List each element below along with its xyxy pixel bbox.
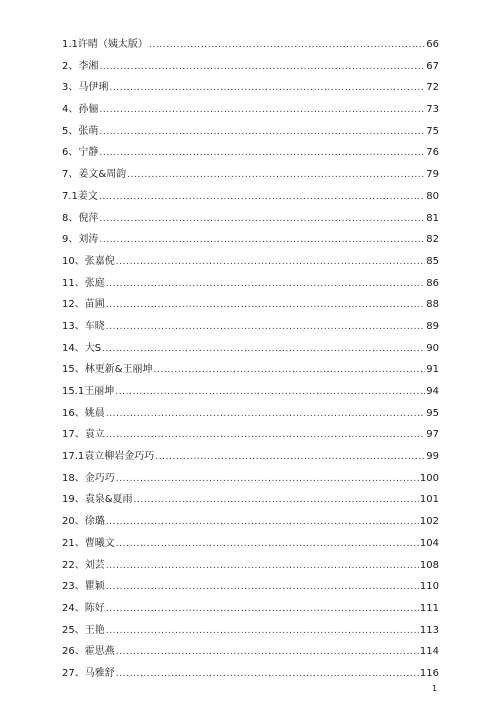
dot-leader [106,274,426,296]
toc-entry-title: 2、李湘 [62,60,99,72]
toc-entry[interactable] [62,598,439,620]
dot-leader [106,577,419,599]
toc-entry-title: 7.1姜文 [62,190,98,202]
toc-entry[interactable] [62,489,439,511]
toc-entry[interactable] [62,229,439,251]
toc-entry-title: 17.1袁立柳岩金巧巧 [62,451,155,463]
toc-entry-page: 110 [419,581,439,593]
toc-entry-title: 25、王艳 [62,624,105,636]
page-number: 1 [432,684,438,693]
toc-entry-page: 72 [426,82,439,94]
toc-entry[interactable] [62,56,439,78]
toc-entry-page: 114 [419,646,439,658]
toc-entry[interactable] [62,359,439,381]
toc-entry-title: 7、姜文&周韵 [62,169,127,181]
toc-entry-title: 18、金巧巧 [62,472,115,484]
dot-leader [155,447,425,469]
toc-entry-page: 73 [426,104,439,116]
toc-entry[interactable] [62,99,439,121]
dot-leader [106,425,426,447]
dot-leader [99,57,425,79]
toc-entry-title: 24、陈好 [62,602,105,614]
toc-entry[interactable] [62,555,439,577]
toc-entry[interactable] [62,641,439,663]
dot-leader [99,143,425,165]
toc-entry-page: 82 [426,234,439,246]
toc-entry-title: 27、马雅舒 [62,667,115,679]
toc-entry-title: 10、张嘉倪 [62,255,115,267]
dot-leader [106,621,419,643]
toc-entry-title: 23、瞿颖 [62,581,105,593]
toc-entry[interactable] [62,663,439,685]
toc-entry[interactable] [62,381,439,403]
dot-leader [109,78,425,100]
dot-leader [106,404,426,426]
dot-leader [116,534,419,556]
toc-entry-title: 4、孙俪 [62,104,99,116]
toc-entry[interactable] [62,620,439,642]
toc-entry-page: 85 [426,255,439,267]
dot-leader [99,230,425,252]
dot-leader [106,599,419,621]
toc-entry-page: 100 [419,472,439,484]
toc-entry-page: 91 [426,364,439,376]
toc-entry[interactable] [62,533,439,555]
toc-entry-page: 79 [426,169,439,181]
toc-entry-title: 16、姚晨 [62,407,105,419]
toc-entry-title: 17、袁立 [62,429,105,441]
toc-entry-title: 6、宁静 [62,147,99,159]
toc-entry[interactable] [62,424,439,446]
toc-entry-page: 66 [426,39,439,50]
toc-entry[interactable] [62,338,439,360]
toc-entry[interactable] [62,446,439,468]
dot-leader [99,209,425,231]
toc-entry-page: 104 [419,537,439,549]
toc-entry-title: 1.1许晴（姨太版） [62,39,148,50]
toc-entry-title: 8、倪萍 [62,212,99,224]
toc-entry-title: 5、张萌 [62,125,99,137]
toc-entry[interactable] [62,121,439,143]
dot-leader [106,317,426,339]
toc-entry-title: 11、张庭 [62,277,105,289]
toc-entry-page: 111 [419,602,439,614]
toc-entry-title: 21、曹曦文 [62,537,115,549]
toc-entry-page: 75 [426,125,439,137]
toc-entry[interactable] [62,576,439,598]
toc-entry-title: 15、林更新&王丽坤 [62,364,153,376]
toc-entry-page: 89 [426,320,439,332]
toc-entry[interactable] [62,273,439,295]
toc-entry[interactable] [62,403,439,425]
dot-leader [116,252,426,274]
toc-entry[interactable] [62,468,439,490]
dot-leader [99,100,425,122]
toc-entry-page: 80 [426,190,439,202]
toc-entry[interactable] [62,142,439,164]
dot-leader [99,122,425,144]
toc-entry-title: 20、徐璐 [62,516,105,528]
toc-entry-title: 14、大S [62,342,102,354]
toc-entry-title: 13、车晓 [62,320,105,332]
toc-entry-page: 116 [419,667,439,679]
toc-entry-page: 67 [426,60,439,72]
table-of-contents [62,34,439,685]
dot-leader [116,664,419,686]
toc-entry-title: 15.1王丽坤 [62,386,115,397]
dot-leader [134,490,419,512]
toc-entry-page: 90 [426,342,439,354]
dot-leader [99,187,425,209]
toc-entry[interactable] [62,316,439,338]
toc-entry-title: 9、刘涛 [62,234,99,246]
toc-entry-page: 101 [419,494,439,506]
toc-entry-page: 97 [426,429,439,441]
toc-entry-page: 113 [419,624,439,636]
toc-entry-title: 22、刘芸 [62,559,105,571]
toc-entry-page: 108 [419,559,439,571]
toc-entry-page: 88 [426,299,439,311]
dot-leader [116,469,419,491]
toc-entry-title: 19、袁泉&夏雨 [62,494,133,506]
toc-entry[interactable] [62,164,439,186]
toc-entry-page: 81 [426,212,439,224]
dot-leader [115,382,425,404]
toc-entry-title: 3、马伊琍 [62,82,109,94]
toc-entry-page: 95 [426,407,439,419]
toc-entry-title: 26、霍思燕 [62,646,115,658]
dot-leader [154,360,426,382]
dot-leader [106,556,419,578]
toc-entry-page: 99 [426,451,439,463]
toc-entry[interactable] [62,251,439,273]
dot-leader [149,35,425,57]
toc-entry-page: 94 [426,386,439,397]
dot-leader [102,339,425,361]
dot-leader [106,295,426,317]
toc-entry[interactable] [62,511,439,533]
toc-entry[interactable] [62,186,439,208]
toc-entry-page: 102 [419,516,439,528]
toc-entry-page: 86 [426,277,439,289]
dot-leader [106,512,419,534]
toc-entry[interactable] [62,34,439,56]
toc-entry[interactable] [62,77,439,99]
toc-entry-title: 12、苗圃 [62,299,105,311]
toc-entry[interactable] [62,294,439,316]
toc-entry-page: 76 [426,147,439,159]
dot-leader [116,642,419,664]
toc-entry[interactable] [62,208,439,230]
dot-leader [127,165,425,187]
